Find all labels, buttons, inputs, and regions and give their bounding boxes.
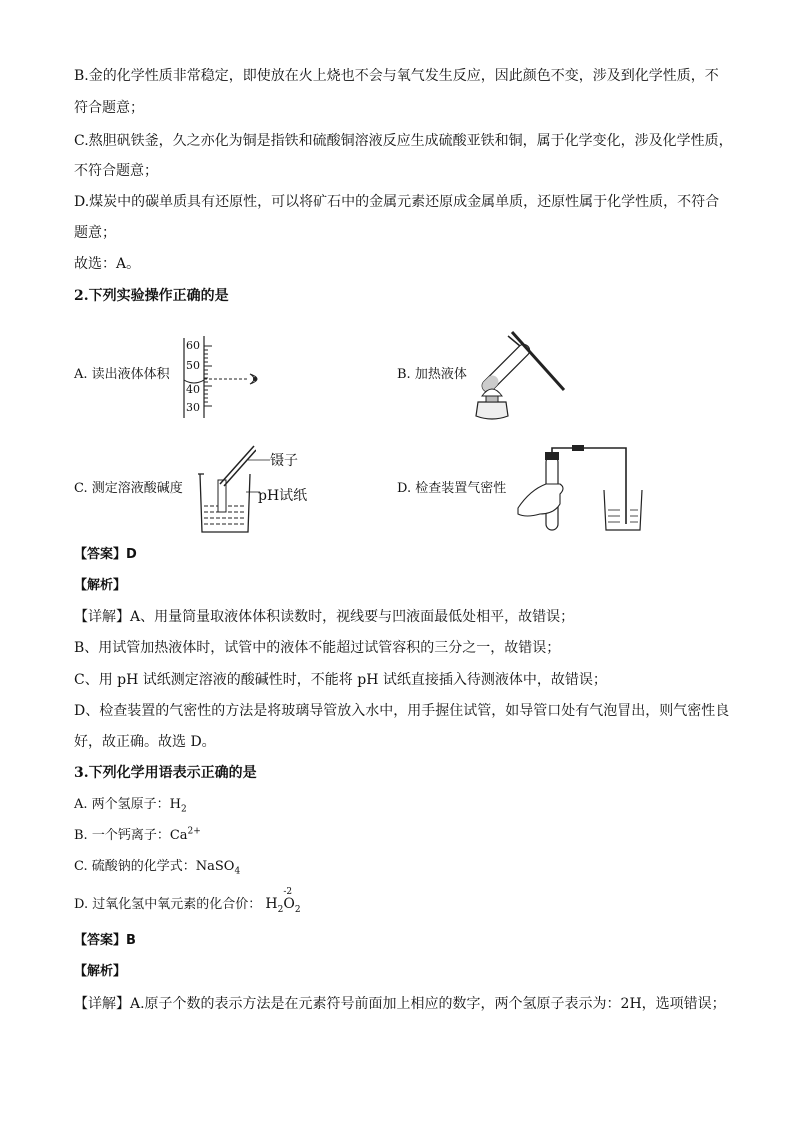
peroxide-formula <box>265 887 301 915</box>
glass-tube-icon <box>552 448 626 524</box>
formula-oxygen-subscript: 2 <box>294 904 301 915</box>
q2-detail-line4: D、检查装置的气密性的方法是将玻璃导管放入水中，用手握住试管，如导管口处有气泡冒出，则气密性良 <box>74 703 730 719</box>
ph-paper-label: pH试纸 <box>258 488 308 504</box>
water-lines <box>608 510 638 522</box>
eye-pupil-icon <box>253 377 257 381</box>
q3-option-d-text: D. 过氧化氢中氧元素的化合价： <box>74 897 262 912</box>
answer-d-line1: D.煤炭中的碳单质具有还原性，可以将矿石中的金属元素还原成金属单质，还原性属于化学性质，不符合 <box>74 194 720 210</box>
answer-c-line1: C.熬胆矾铁釜，久之亦化为铜是指铁和硫酸铜溶液反应生成硫酸亚铁和铜，属于化学变化，涉及化学性质， <box>74 133 733 149</box>
q3-option-d <box>74 887 301 915</box>
tweezers-label: 镊子 <box>270 453 298 469</box>
tick-label-60: 60 <box>186 339 200 352</box>
q3-option-b-superscript: 2+ <box>187 826 201 837</box>
formula-hydrogen-subscript: 2 <box>277 904 284 915</box>
q2-option-d: D. 检查装置气密性 <box>397 481 507 496</box>
airtightness-check-figure <box>516 444 644 536</box>
q3-title: 3.下列化学用语表示正确的是 <box>74 765 257 781</box>
stopper-icon <box>545 452 559 460</box>
q2-option-a: A. 读出液体体积 <box>74 367 170 382</box>
alcohol-lamp-icon <box>476 402 508 419</box>
q3-option-c <box>74 858 240 876</box>
q2-title: 2.下列实验操作正确的是 <box>74 288 229 304</box>
answer-c-line2: 不符合题意； <box>74 163 158 179</box>
tick-label-50: 50 <box>186 359 200 372</box>
q3-option-c-subscript: 4 <box>234 866 241 877</box>
formula-oxygen: O <box>283 896 295 912</box>
heating-test-tube-figure <box>468 326 572 422</box>
q3-detail-line1: 【详解】A.原子个数的表示方法是在元素符号前面加上相应的数字，两个氢原子表示为：2H，选项错误； <box>74 996 726 1012</box>
valence-mark: -2 <box>283 887 293 897</box>
answer-choose: 故选：A。 <box>74 256 141 272</box>
q2-analysis-heading: 【解析】 <box>74 578 127 593</box>
q2-detail-line2: B、用试管加热液体时，试管中的液体不能超过试管容积的三分之一，故错误； <box>74 640 561 656</box>
q3-option-b-text: B. 一个钙离子：Ca <box>74 828 188 843</box>
answer-d-line2: 题意； <box>74 225 116 241</box>
q2-option-b: B. 加热液体 <box>397 367 467 382</box>
q3-answer: 【答案】B <box>74 933 136 948</box>
answer-b-line1: B.金的化学性质非常稳定，即使放在火上烧也不会与氧气发生反应，因此颜色不变，涉及到化学性质，不 <box>74 68 719 84</box>
q3-option-b <box>74 827 201 845</box>
formula-hydrogen: H <box>265 896 278 912</box>
q2-option-c: C. 测定溶液酸碱度 <box>74 481 183 496</box>
tick-label-40: 40 <box>186 383 200 396</box>
q3-option-a-text: A. 两个氢原子：H <box>74 797 181 812</box>
tick-label-30: 30 <box>186 401 200 414</box>
q2-detail-line3: C、用 pH 试纸测定溶液的酸碱性时，不能将 pH 试纸直接插入待测液体中，故错误； <box>74 672 607 688</box>
q3-option-c-text: C. 硫酸钠的化学式：NaSO <box>74 859 235 874</box>
formula-oxygen-group <box>283 887 295 913</box>
q3-option-a-subscript: 2 <box>181 804 187 815</box>
test-tube-icon <box>480 342 532 394</box>
answer-b-line2: 符合题意； <box>74 100 144 116</box>
q2-detail-line1: 【详解】A、用量筒量取液体体积读数时，视线要与凹液面最低处相平，故错误； <box>74 609 575 625</box>
q3-option-a <box>74 796 187 814</box>
q3-analysis-heading: 【解析】 <box>74 964 127 979</box>
q2-answer: 【答案】D <box>74 547 137 562</box>
q2-detail-line5: 好，故正确。故选 D。 <box>74 734 216 750</box>
